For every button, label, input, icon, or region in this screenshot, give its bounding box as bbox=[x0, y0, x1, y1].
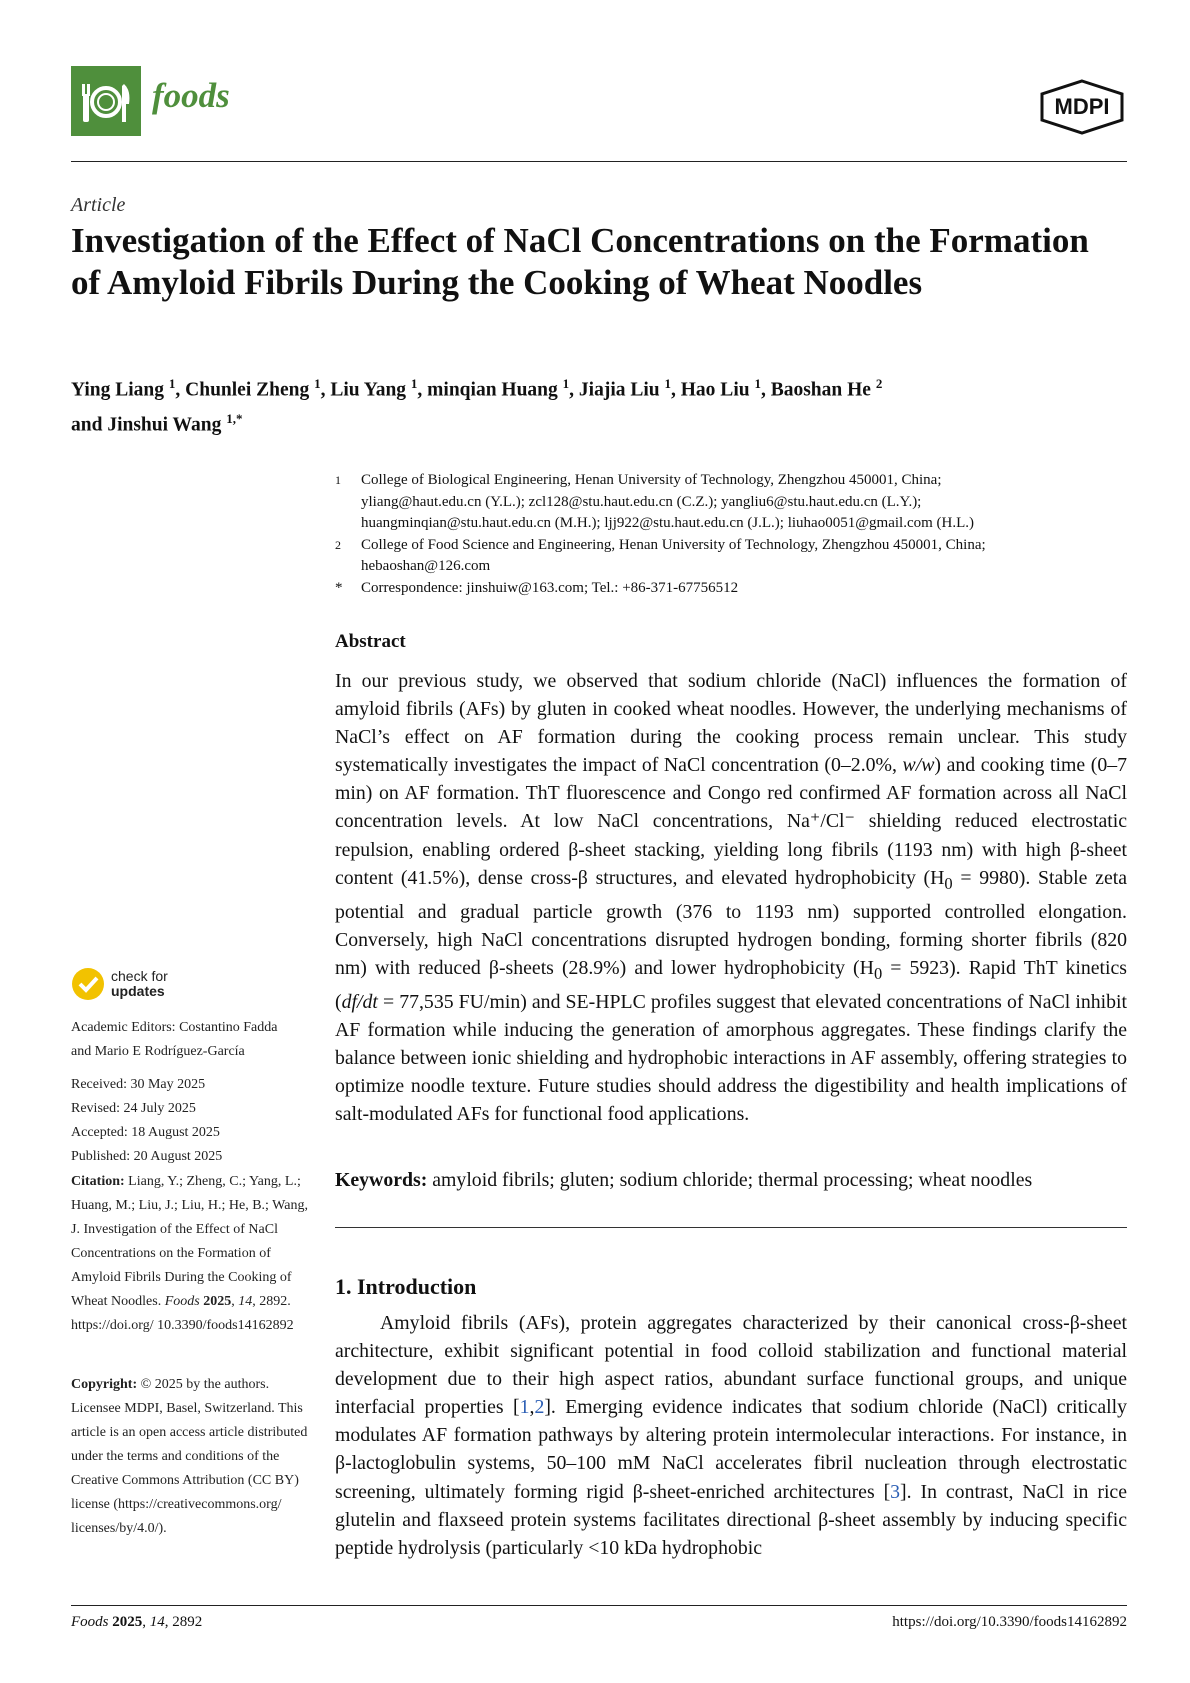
author-affiliation-mark: 2 bbox=[875, 376, 883, 391]
author-list: Ying Liang $^1$, Chunlei Zheng $^1$, Liu Yang $^1$, minqian Huang $^1$, Jiajia Liu $^1$, Hao Liu $^1$, Baoshan He $^2$ and Jinshui Wang $^{1,*}$ bbox=[71, 376, 883, 435]
editors-line: Academic Editors: Costantino Fadda bbox=[71, 1020, 278, 1035]
intro-text: ]. In contrast, NaCl in rice glutelin and flaxseed protein systems facilitates directional β-sheet assembly by inducing specific peptide hydrolysis (particularly <10 kDa hydrophobic bbox=[335, 1480, 1127, 1559]
footer-doi[interactable]: https://doi.org/10.3390/foods14162892 bbox=[892, 1614, 1127, 1630]
author-affiliation-mark: 1,* bbox=[226, 410, 243, 426]
author-name[interactable]: Jinshui Wang bbox=[107, 414, 222, 435]
author-affiliation-mark: 1 bbox=[562, 376, 570, 391]
author-name[interactable]: Hao Liu bbox=[680, 379, 750, 401]
abstract-text: In our previous study, we observed that sodium chloride (NaCl) influences the formation of amyloid fibrils (AFs) by gluten in cooked wheat noodles. However, the underlying mechanisms of NaCl’s effect on AF formation during the cooking process remain unclear. This study systematically investigates the impact of NaCl concentration (0–2.0%, bbox=[335, 670, 1127, 777]
dates bbox=[71, 1073, 311, 1169]
journal-logo bbox=[71, 66, 141, 136]
footer-journal: Foods bbox=[71, 1614, 109, 1630]
affiliation-mark: 2 bbox=[335, 537, 341, 552]
citation-journal: Foods bbox=[164, 1294, 200, 1309]
affiliation-line: College of Food Science and Engineering, Henan University of Technology, Zhengzhou 450001, China; bbox=[361, 536, 986, 553]
publisher-name: MDPI bbox=[1054, 94, 1110, 119]
journal-name: foods bbox=[152, 76, 230, 115]
author-name[interactable]: Liu Yang bbox=[330, 379, 407, 401]
header-rule bbox=[71, 161, 1127, 162]
section-heading-introduction: 1. Introduction bbox=[335, 1274, 477, 1299]
affiliation-line[interactable]: huangminqian@stu.haut.edu.cn (M.H.); ljj922@stu.haut.edu.cn (J.L.); liuhao0051@gmail.com (H.L.) bbox=[361, 515, 975, 531]
abstract-italic: w/w bbox=[902, 754, 935, 777]
footer-article-number: , 2892 bbox=[164, 1614, 203, 1630]
keywords bbox=[335, 1169, 1127, 1192]
author-affiliation-mark: 1 bbox=[664, 376, 672, 391]
copyright-text: © 2025 by the authors. Licensee MDPI, Basel, Switzerland. This article is an open access article distributed under the terms and conditions of the Creative Commons Attribution (CC BY) license (https://creativecommons.org/ licenses/by/4.0/). bbox=[71, 1377, 308, 1536]
check-for-updates-badge[interactable] bbox=[71, 967, 168, 1001]
date-received: Received: 30 May 2025 bbox=[71, 1077, 206, 1092]
footer-volume: 14 bbox=[149, 1614, 165, 1630]
abstract-text: ) and cooking time (0–7 min) on AF formation. ThT fluorescence and Congo red confirmed AF formation across all NaCl concentration levels. At low NaCl concentrations, Na⁺/Cl⁻ shielding reduced electrostatic repulsion, enabling ordered β-sheet stacking, yielding long fibrils (1193 nm) with high β-sheet content (41.5%), dense cross-β structures, and elevated hydrophobicity (H bbox=[335, 754, 1128, 889]
date-revised: Revised: 24 July 2025 bbox=[71, 1101, 196, 1116]
copyright-label: Copyright: bbox=[71, 1377, 138, 1392]
abstract-text: = 5923). Rapid ThT kinetics ( bbox=[335, 956, 1127, 1013]
check-for-updates-label bbox=[111, 969, 168, 999]
footer-rule bbox=[71, 1605, 1127, 1606]
date-accepted: Accepted: 18 August 2025 bbox=[71, 1125, 220, 1140]
introduction-body: Amyloid fibrils (AFs), protein aggregates characterized by their canonical cross-β-sheet architecture, exhibit significant potential in food colloid stabilization and functional material development due to their high aspect ratios, abundant surface functional groups, and unique interfacial properties [1,2]. Emerging evidence indicates that sodium chloride (NaCl) critically modulates AF formation pathways by altering protein intermolecular interactions. For instance, in β-lactoglobulin systems, 50–100 mM NaCl accelerates fibril nucleation through electrostatic screening, ultimately forming rigid β-sheet-enriched architectures [3]. In contrast, NaCl in rice glutelin and flaxseed protein systems facilitates directional β-sheet assembly by inducing specific peptide hydrolysis (particularly <10 kDa hydrophobic bbox=[335, 1312, 1127, 1559]
academic-editors bbox=[71, 1016, 311, 1064]
author-name[interactable]: Baoshan He bbox=[770, 379, 871, 401]
correspondence bbox=[335, 578, 1135, 600]
check-label-line: updates bbox=[111, 983, 165, 999]
plate-fork-knife-icon bbox=[71, 66, 141, 136]
citation-doi[interactable]: , 2892. https://doi.org/ 10.3390/foods14162892 bbox=[71, 1294, 294, 1333]
abstract-text: = 77,535 FU/min) and SE-HPLC profiles suggest that elevated concentrations of NaCl inhibit AF formation while inducing the generation of amorphous aggregates. These findings clarify the balance between ionic shielding and hydrophobic interactions in AF assembly, offering strategies to optimize noodle texture. Future studies should address the digestibility and health implications of salt-modulated AFs for functional food applications. bbox=[335, 990, 1127, 1126]
author-name[interactable]: Ying Liang bbox=[71, 379, 165, 401]
intro-text: ]. Emerging evidence indicates that sodium chloride (NaCl) critically modulates AF formation pathways by altering protein intermolecular interactions. For instance, in β-lactoglobulin systems, 50–100 mM NaCl accelerates fibril nucleation through electrostatic screening, ultimately forming rigid β-sheet-enriched architectures [ bbox=[335, 1396, 1127, 1503]
article-type: Article bbox=[71, 194, 126, 216]
article-title: Investigation of the Effect of NaCl Concentrations on the Formation of Amyloid Fibrils During the Cooking of Wheat Noodles bbox=[71, 221, 1089, 302]
authors-connector: and bbox=[71, 414, 103, 435]
abstract-italic: df/dt bbox=[341, 990, 378, 1013]
citation-year: 2025 bbox=[203, 1294, 232, 1309]
affiliation-line: College of Biological Engineering, Henan University of Technology, Zhengzhou 450001, China; bbox=[361, 472, 942, 488]
keywords-rule bbox=[335, 1227, 1127, 1228]
affiliation-line[interactable]: yliang@haut.edu.cn (Y.L.); zcl128@stu.haut.edu.cn (C.Z.); yangliu6@stu.haut.edu.cn (L.Y.); bbox=[361, 493, 922, 510]
author-name[interactable]: minqian Huang bbox=[427, 379, 558, 401]
editors-line: and Mario E Rodríguez-García bbox=[71, 1044, 245, 1059]
author-affiliation-mark: 1 bbox=[410, 376, 418, 391]
subscript: 0 bbox=[944, 873, 953, 893]
abstract-heading: Abstract bbox=[335, 631, 406, 652]
citation: Citation: Liang, Y.; Zheng, C.; Yang, L.; Huang, M.; Liu, J.; Liu, H.; He, B.; Wang, J. Investigation of the Effect of NaCl Concentrations on the Formation of Amyloid Fibrils During the Cooking of Wheat Noodles. Foods 2025, 14, 2892. https://doi.org/ 10.3390/foods14162892 bbox=[71, 1174, 308, 1333]
check-label-line: check for bbox=[111, 968, 168, 984]
affiliation-line[interactable]: hebaoshan@126.com bbox=[361, 558, 491, 574]
keywords-text: amyloid fibrils; gluten; sodium chloride; thermal processing; wheat noodles bbox=[427, 1169, 1033, 1191]
citation-volume: 14 bbox=[238, 1294, 253, 1309]
keywords-label: Keywords: bbox=[335, 1169, 428, 1191]
abstract-text: = 9980). Stable zeta potential and gradual particle growth (376 to 1193 nm) supported controlled elongation. Conversely, high NaCl concentrations disrupted hydrogen bonding, forming shorter fibrils (820 nm) with reduced β-sheets (28.9%) and lower hydrophobicity (H bbox=[335, 866, 1127, 979]
author-affiliation-mark: 1 bbox=[314, 376, 321, 391]
author-affiliation-mark: 1 bbox=[754, 376, 761, 391]
affiliation-1 bbox=[335, 470, 1135, 535]
footer-citation: Foods 2025, 14, 2892 bbox=[71, 1614, 203, 1630]
author-affiliation-mark: 1 bbox=[168, 376, 176, 391]
affiliations bbox=[335, 470, 1135, 599]
subscript: 0 bbox=[873, 963, 883, 983]
correspondence-line[interactable]: Correspondence: jinshuiw@163.com; Tel.: +86-371-67756512 bbox=[361, 579, 739, 596]
footer-year: 2025 bbox=[112, 1614, 143, 1630]
affiliation-mark: 1 bbox=[335, 473, 341, 487]
citation-text: Liang, Y.; Zheng, C.; Yang, L.; Huang, M.; Liu, J.; Liu, H.; He, B.; Wang, J. Investigation of the Effect of NaCl Concentrations on the Formation of Amyloid Fibrils During the Cooking of Wheat Noodles. bbox=[71, 1174, 308, 1309]
mdpi-logo bbox=[1038, 78, 1126, 136]
reference-link[interactable]: 2 bbox=[534, 1396, 545, 1419]
reference-link[interactable]: 1 bbox=[519, 1396, 530, 1419]
copyright bbox=[71, 1373, 311, 1541]
correspondence-mark: * bbox=[335, 579, 343, 596]
author-name[interactable]: Chunlei Zheng bbox=[185, 379, 310, 401]
abstract-body bbox=[335, 667, 1127, 1128]
check-for-updates-icon bbox=[71, 967, 105, 1001]
date-published: Published: 20 August 2025 bbox=[71, 1149, 223, 1164]
intro-text: Amyloid fibrils (AFs), protein aggregates characterized by their canonical cross-β-sheet architecture, exhibit significant potential in food colloid stabilization and functional material development due to their high aspect ratios, abundant surface functional groups, and unique interfacial properties [ bbox=[335, 1312, 1127, 1419]
reference-link[interactable]: 3 bbox=[890, 1480, 901, 1503]
citation-label: Citation: bbox=[71, 1174, 125, 1189]
author-name[interactable]: Jiajia Liu bbox=[578, 379, 660, 401]
affiliation-2 bbox=[335, 535, 1135, 578]
